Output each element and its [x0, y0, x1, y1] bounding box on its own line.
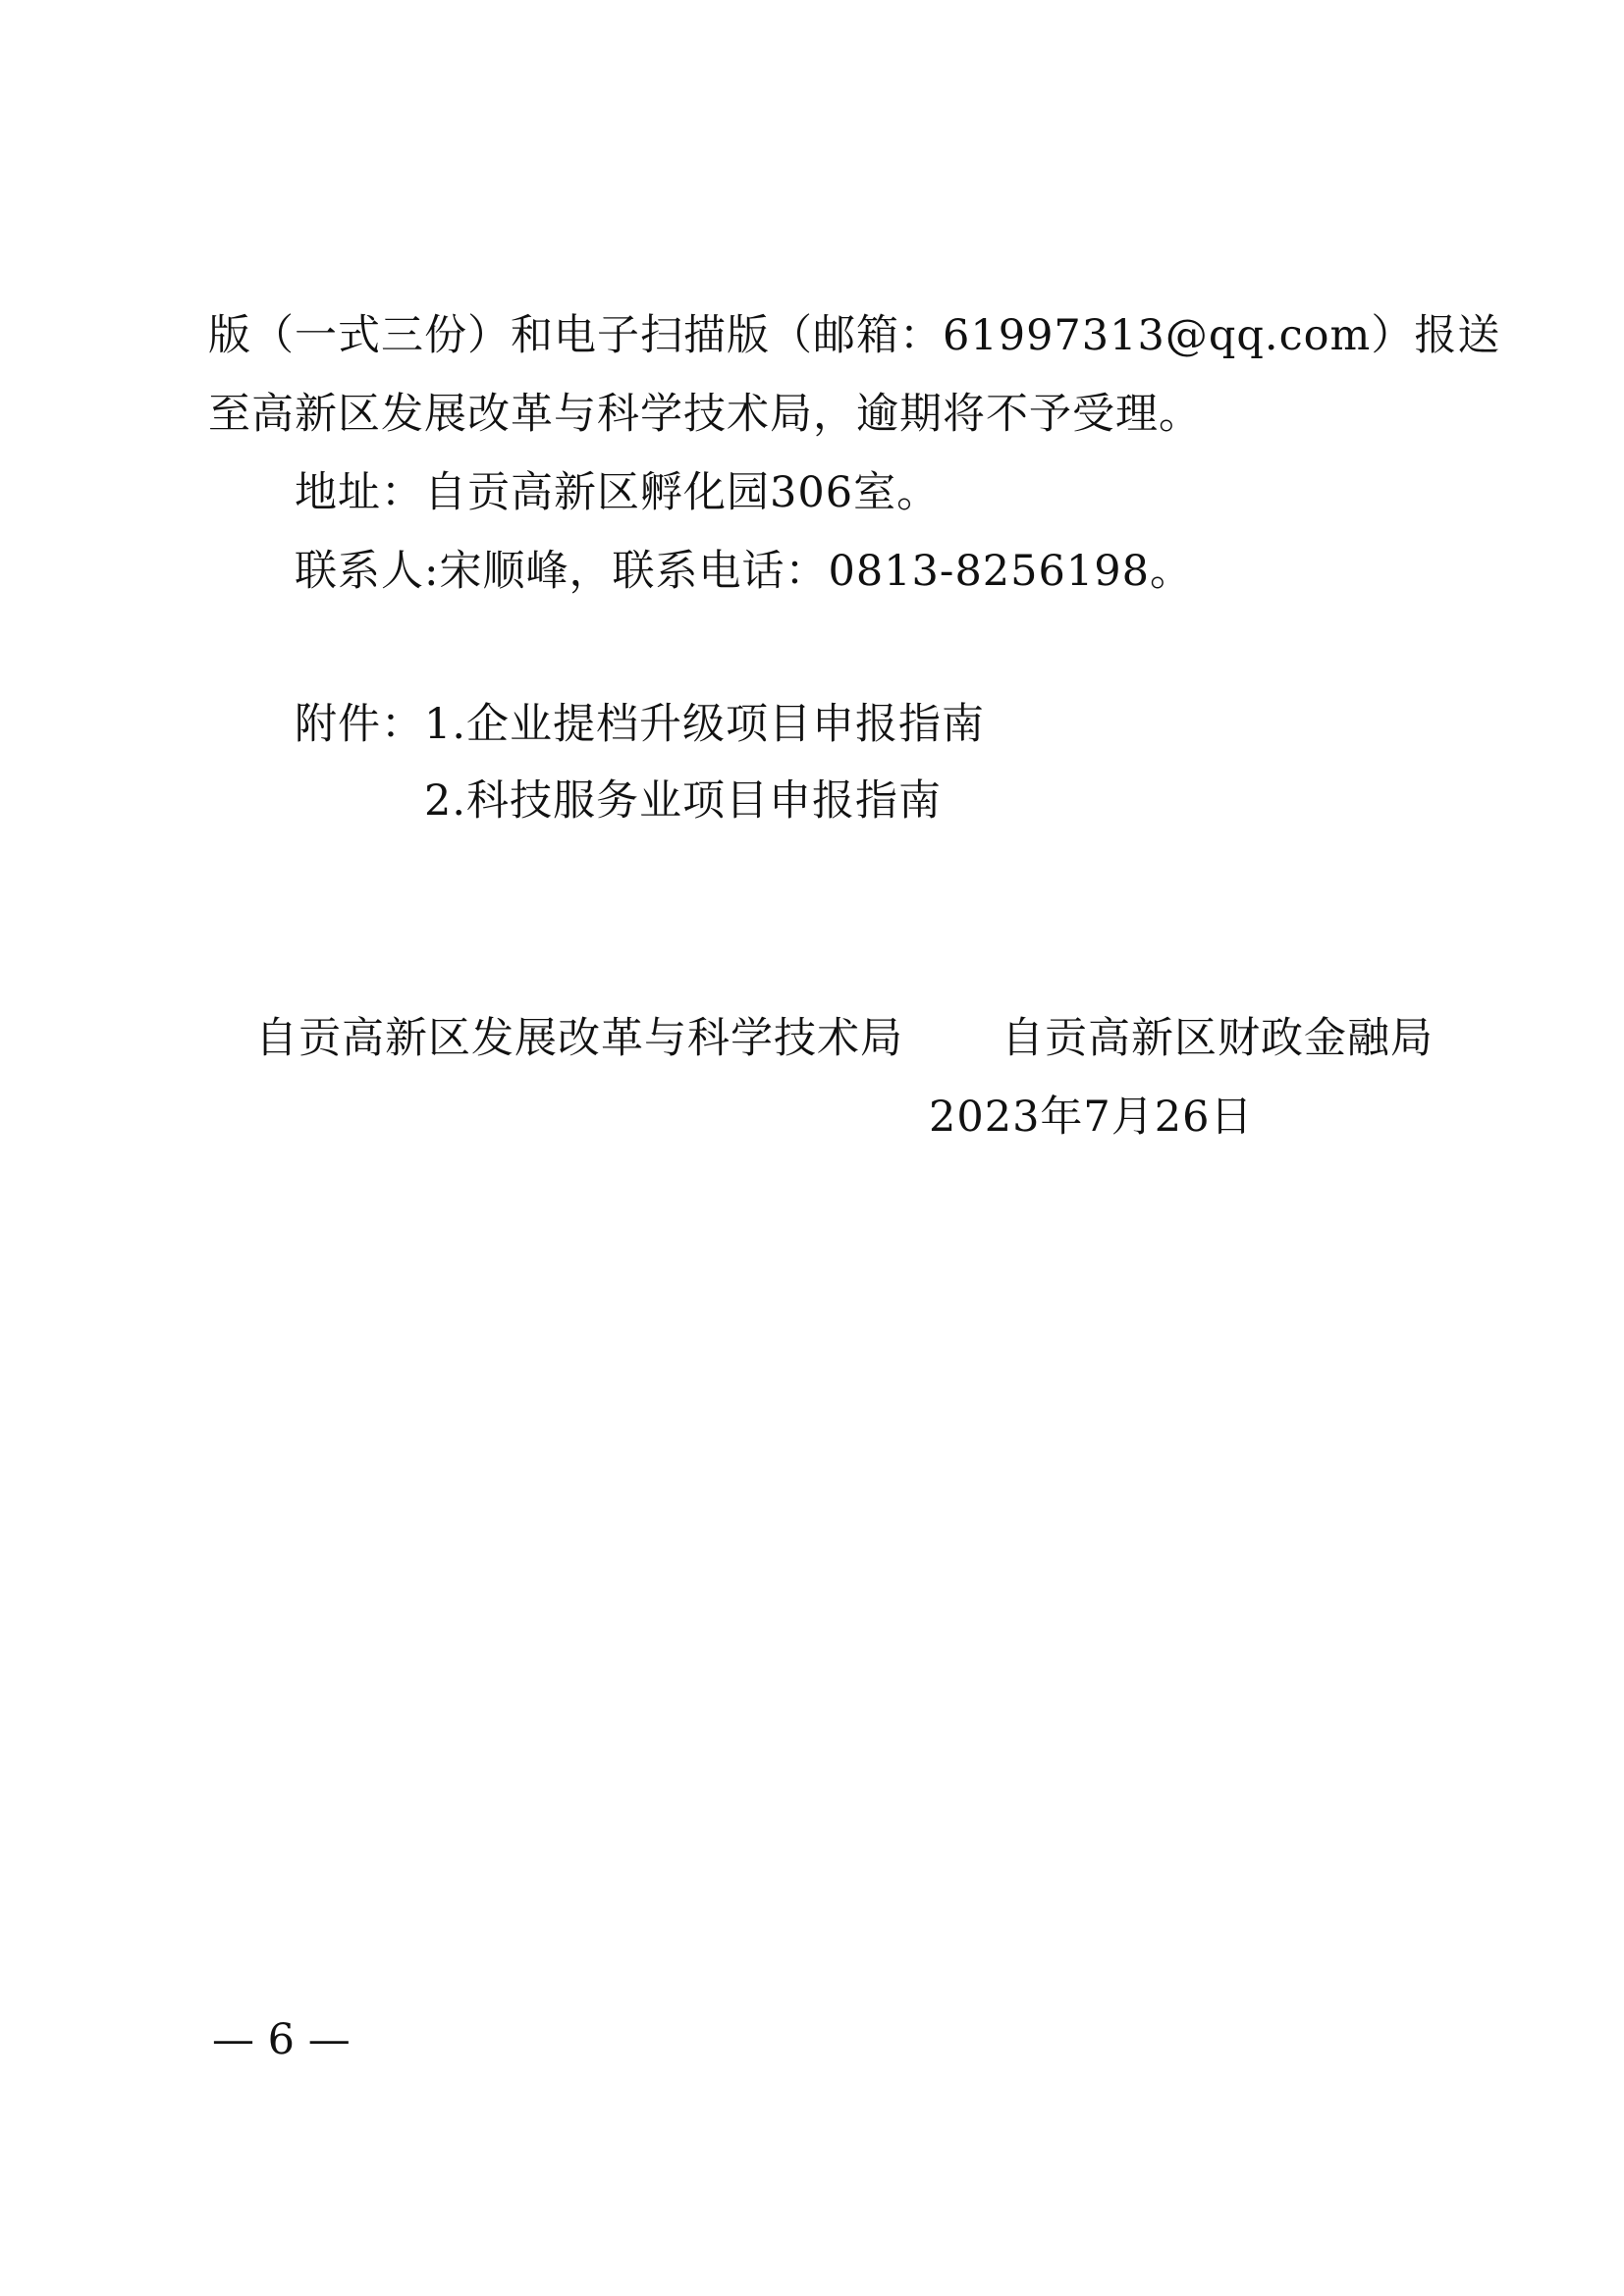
body-text-line-2: 至高新区发展改革与科学技术局，逾期将不予受理。 [208, 390, 1202, 439]
address-line: 地址：自贡高新区孵化园306室。 [295, 468, 941, 517]
page-number: — 6 — [212, 2015, 351, 2064]
attachment-item-2: 2.科技服务业项目申报指南 [424, 776, 943, 826]
signature-org-1: 自贡高新区发展改革与科学技术局 [255, 1014, 903, 1063]
contact-line: 联系人:宋顺峰，联系电话：0813-8256198。 [295, 547, 1193, 596]
attachment-item-1: 附件：1.企业提档升级项目申报指南 [295, 700, 986, 749]
body-text-line-1: 版（一式三份）和电子扫描版（邮箱：61997313@qq.com）报送 [208, 311, 1501, 360]
signature-org-2: 自贡高新区财政金融局 [1001, 1014, 1434, 1063]
signature-date: 2023年7月26日 [929, 1093, 1254, 1142]
